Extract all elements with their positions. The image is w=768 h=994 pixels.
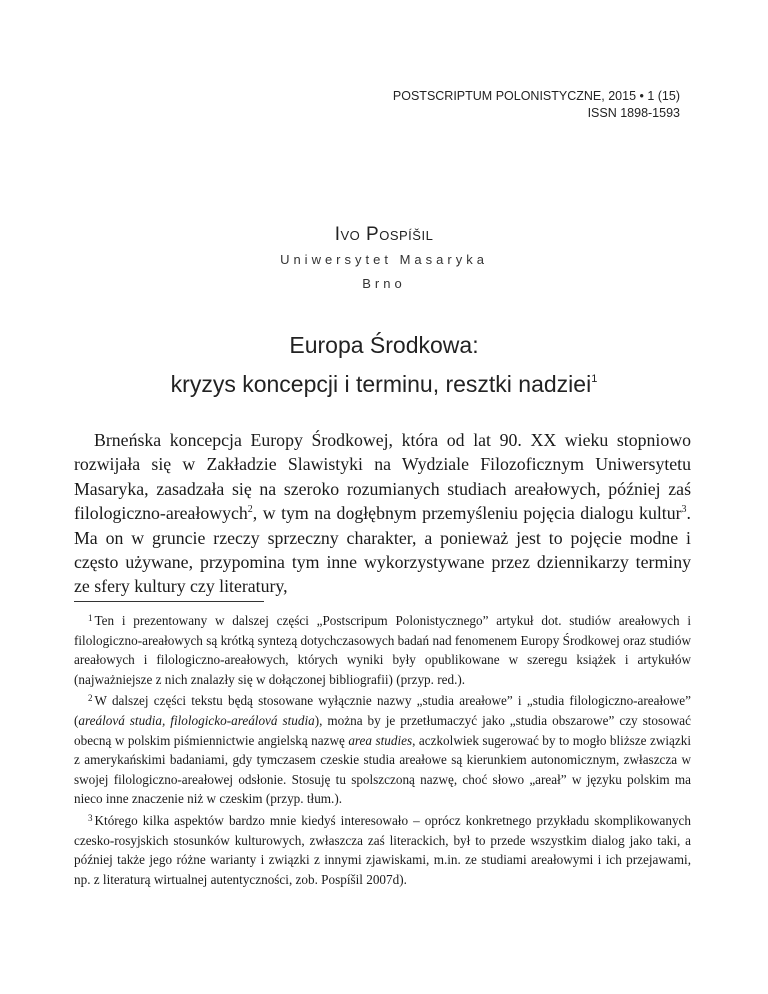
- body-part-3: . Ma on w gruncie rzeczy sprzeczny charakter, a ponieważ jest to pojęcie modne i często używane, przypomina tym inne wykorzystywane przez dziennikarzy terminy ze sfery kultury czy literatury,: [74, 503, 691, 597]
- footnote-number: 2: [88, 693, 93, 704]
- author-name: Ivo Pospíšil: [334, 224, 434, 245]
- title-line-2: [0, 362, 768, 401]
- body-paragraph: [74, 428, 691, 599]
- article-title: [0, 328, 768, 401]
- footnote-text-pre: W dalszej części tekstu będą stosowane wyłącznie nazwy „studia areałowe” i „studia filologiczno-areałowe” (: [74, 693, 691, 728]
- body-part-1: Brneńska koncepcja Europy Środkowej, która od lat 90. XX wieku stopniowo rozwijała się w Zakładzie Slawistyki na Wydziale Filozoficznym Uniwersytetu Masaryka, zasadzała się na szeroko rozumianych studiach areałowych, później zaś filologiczno-areałowych: [74, 430, 691, 524]
- footnote-2: [74, 689, 691, 809]
- journal-header: [393, 88, 680, 122]
- author-block: [0, 224, 768, 294]
- footnote-divider: [74, 601, 264, 602]
- title-line-1: Europa Środkowa:: [289, 332, 479, 358]
- footnote-number: 1: [88, 613, 93, 623]
- footnote-3: [74, 809, 691, 889]
- footnote-ref-3: 3: [681, 504, 687, 516]
- footnote-1: [74, 609, 691, 689]
- footnote-text: Którego kilka aspektów bardzo mnie kiedyś interesowało – oprócz konkretnego przykładu skomplikowanych czesko-rosyjskich stosunków kulturowych, zwłaszcza zaś literackich, był to przede wszystkim dialog jako taki, a później także jego różne warianty i związki z innymi zjawiskami, m.in. ze studiami areałowymi i ich przejawami, np. z literaturą wirtualnej autentyczności, zob. Pospíšil 2007d).: [74, 812, 691, 887]
- author-affiliation: Uniwersytet Masaryka: [280, 252, 488, 267]
- journal-issn: ISSN 1898-1593: [587, 106, 680, 120]
- footnote-text-mid: ), można by je przetłumaczyć jako „studia obszarowe” czy stosować obecną w polskim piśmiennictwie angielską nazwę: [74, 712, 691, 748]
- footnote-italic-term: area studies: [348, 732, 413, 748]
- footnotes: [74, 609, 691, 889]
- footnote-number: 3: [88, 812, 93, 823]
- title-line-2-text: kryzys koncepcji i terminu, resztki nadziei: [170, 371, 592, 397]
- footnote-text-post: , aczkolwiek sugerować by to mogło bliższe związki z amerykańskimi badaniami, gdy tymczasem czeskie studia areałowe są kierunkiem autonomicznym, zwłaszcza w swojej filologiczno-areałowej odsłonie. Stosuję tu spolszczoną nazwę, choć słowo „areał” w języku polskim ma nieco inne znaczenie niż w czeskim (przyp. tłum.).: [74, 732, 691, 807]
- title-footnote-mark: 1: [591, 373, 598, 385]
- body-part-2: , w tym na dogłębnym przemyśleniu pojęcia dialogu kultur: [252, 503, 682, 524]
- footnote-text: Ten i prezentowany w dalszej części „Postscripum Polonistycznego” artykuł dot. studiów areałowych i filologiczno-areałowych są krótką syntezą dotychczasowych badań nad fenomenem Europy Środkowej oraz studiów areałowych i filologiczno-areałowych, których wyniki były opublikowane w szeregu książek i artykułów (najważniejsze z nich znalazły się w dołączonej bibliografii) (przyp. red.).: [74, 613, 691, 687]
- footnote-ref-2: 2: [247, 504, 253, 516]
- author-city: Brno: [362, 276, 406, 291]
- journal-title: POSTSCRIPTUM POLONISTYCZNE, 2015 • 1 (15): [392, 89, 680, 103]
- footnote-italic-term: areálová studia, filologicko-areálová studia: [78, 712, 315, 728]
